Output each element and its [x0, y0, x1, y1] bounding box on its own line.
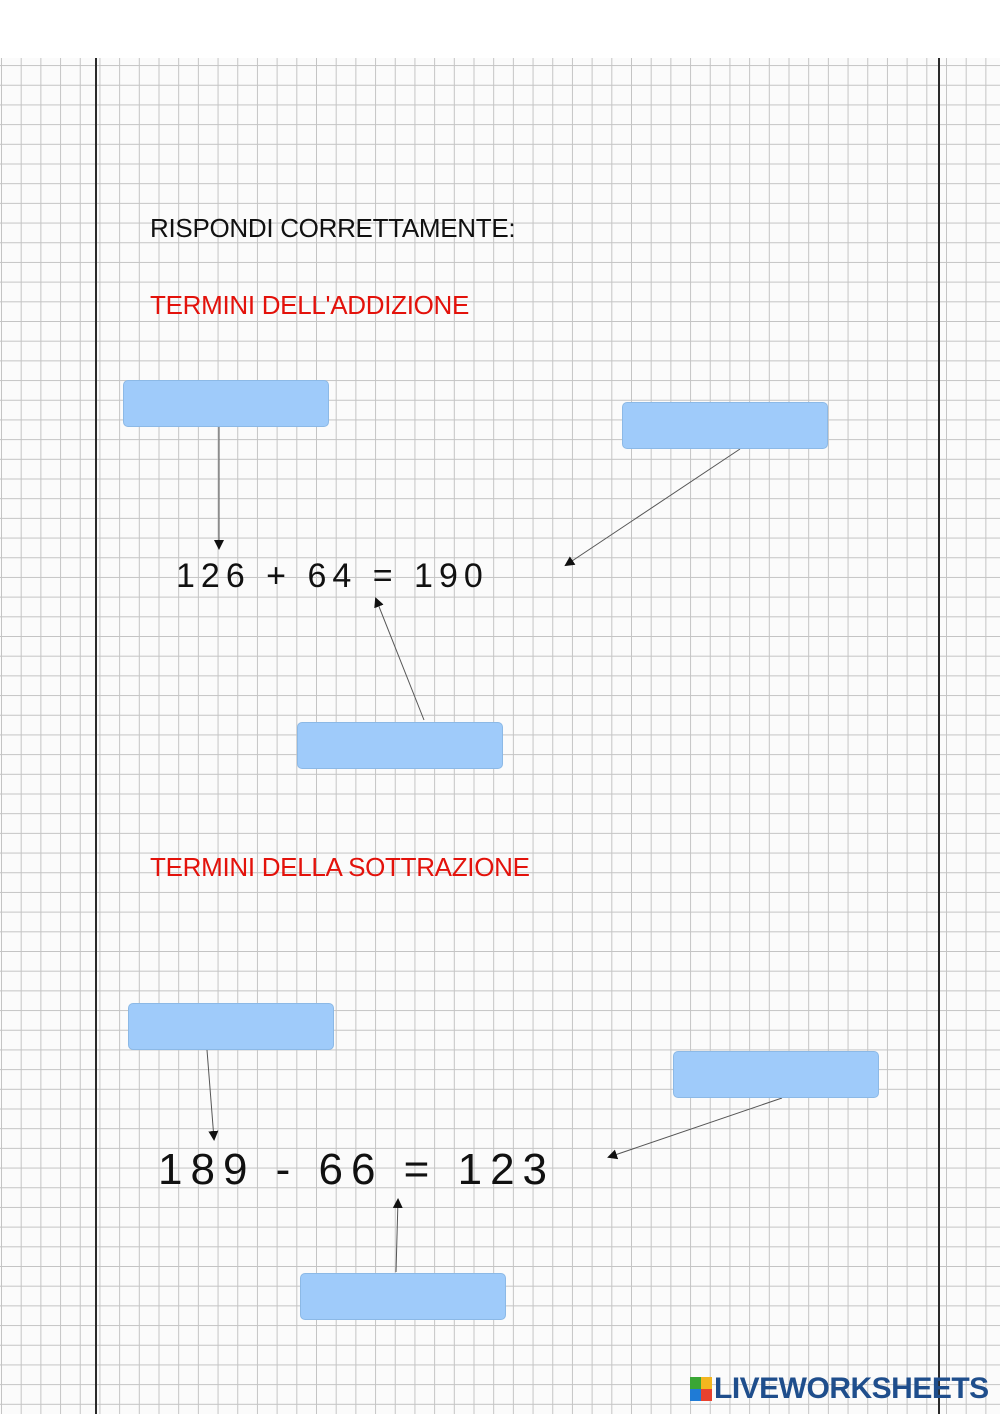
addition-section-heading: TERMINI DELL'ADDIZIONE — [150, 290, 470, 320]
somma-arrow — [566, 449, 740, 565]
addendo-1-answer-box[interactable] — [123, 380, 329, 427]
minuendo-arrow — [207, 1050, 214, 1139]
liveworksheets-logo — [690, 1372, 989, 1406]
liveworksheets-logo-text: LIVEWORKSHEETS — [714, 1372, 989, 1405]
minuendo-answer-box[interactable] — [128, 1003, 334, 1050]
subtraction-section-heading: TERMINI DELLA SOTTRAZIONE — [150, 852, 530, 882]
differenza-answer-box[interactable] — [673, 1051, 879, 1098]
addition-equation: 126 + 64 = 190 — [176, 557, 489, 595]
subtraction-equation: 189 - 66 = 123 — [158, 1145, 556, 1194]
sottraendo-arrow — [396, 1200, 398, 1272]
addendo-2-arrow — [376, 599, 424, 720]
sottraendo-answer-box[interactable] — [300, 1273, 506, 1320]
differenza-arrow — [609, 1098, 782, 1157]
liveworksheets-logo-icon — [690, 1377, 712, 1401]
somma-answer-box[interactable] — [622, 402, 828, 449]
worksheet-title: RISPONDI CORRETTAMENTE: — [150, 213, 516, 243]
addendo-2-answer-box[interactable] — [297, 722, 503, 769]
